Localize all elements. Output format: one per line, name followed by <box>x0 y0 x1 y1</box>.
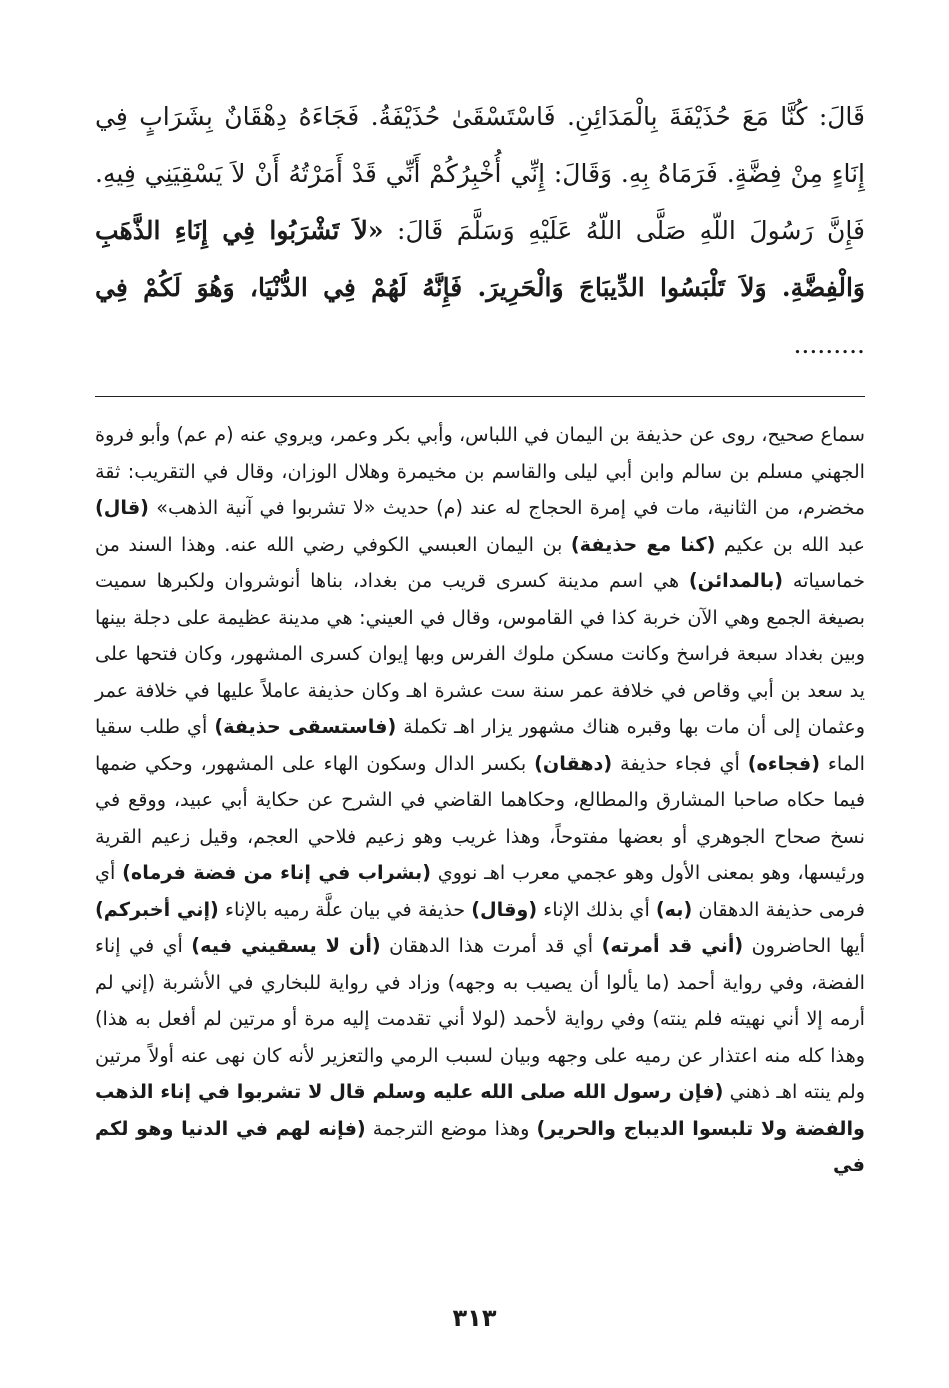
commentary-segment: أيها الحاضرون <box>743 934 865 957</box>
commentary-segment: وهذا موضع الترجمة <box>365 1116 537 1140</box>
hadith-continuation-dots: ......... <box>793 330 865 359</box>
hadith-narration: قَالَ: كُنَّا مَعَ حُذَيْفَةَ بِالْمَدَائِنِ. فَاسْتَسْقَىٰ حُذَيْفَةُ. فَجَاءَهُ دِهْقَانٌ بِشَرَابٍ فِي إِنَاءٍ مِنْ فِضَّةٍ. فَرَمَاهُ بِهِ. وَقَالَ: إِنِّي أُخْبِرُكُمْ أَنِّي قَدْ أَمَرْتُهُ أَنْ لاَ يَسْقِيَنِي فِيهِ. فَإِنَّ رَسُولَ اللّهِ صَلَّى اللّهُ عَلَيْهِ وَسَلَّمَ قَالَ: <box>95 102 865 245</box>
commentary-segment: أي طلب سقيا الماء <box>95 715 865 775</box>
hadith-prophetic-quote: «لاَ تَشْرَبُوا فِي إِنَاءِ الذَّهَبِ وَالْفِضَّةِ. وَلاَ تَلْبَسُوا الدِّيبَاجَ وَالْحَرِيرَ. فَإِنَّهُ لَهُمْ فِي الدُّنْيَا، وَهُوَ لَكُمْ فِي <box>95 216 865 302</box>
commentary-quote: (أني قد أمرته) <box>601 934 744 957</box>
commentary-quote: (فاستسقى حذيفة) <box>214 715 397 738</box>
commentary-quote: (فإنه لهم في الدنيا وهو لكم في <box>95 1116 865 1176</box>
commentary-quote: (أن لا يسقيني فيه) <box>191 934 381 957</box>
commentary-segment: أي قد أمرت هذا الدهقان <box>380 934 602 957</box>
commentary-segment: هي اسم مدينة كسرى قريب من بغداد، بناها أنوشروان ولكبرها سميت بصيغة الجمع وهي الآن خربة كذا في القاموس، وقال في العيني: هي مدينة عظيمة على دجلة بينها وبين بغداد سبعة فراسخ وكانت مسكن ملوك الفرس وبها إيوان كسرى المشهور، وكان فتحها على يد سعد بن أبي وقاص في خلافة عمر سنة ست عشرة اهـ وكان حذيفة عاملاً عليها في خلافة عمر وعثمان إلى أن مات بها وقبره هناك مشهور يزار اهـ تكملة <box>95 569 865 738</box>
commentary-segment: أي في إناء الفضة، وفي رواية أحمد (ما يألوا أن يصيب به وجهه) وزاد في رواية للبخاري في الأشربة (إني لم أرمه إلا أني نهيته فلم ينته) وفي رواية لأحمد (لولا أني تقدمت إليه مرة أو مرتين لم أفعل به هذا) وهذا كله منه اعتذار عن رميه على وجهه وبيان لسبب الرمي والتعزير لأنه كان نهى عنه أولاً مرتين ولم ينته اهـ ذهني <box>95 934 865 1103</box>
hadith-text <box>95 88 865 373</box>
footnote-divider <box>95 396 865 397</box>
commentary-segment: حذيفة في بيان علَّة رميه بالإناء <box>218 897 472 921</box>
commentary-segment: بن اليمان العبسي الكوفي رضي الله عنه. وهذا السند من خماسياته <box>95 532 865 592</box>
commentary-text <box>95 417 865 1184</box>
commentary-quote: (قال) <box>95 496 149 519</box>
commentary-segment: أي فرمى حذيفة الدهقان <box>95 861 865 921</box>
page-body <box>95 88 865 1203</box>
commentary-quote: (بالمدائن) <box>688 569 784 592</box>
commentary-segment: عبد الله بن عكيم <box>715 532 866 556</box>
commentary-quote: (به) <box>655 897 693 921</box>
commentary-quote: (وقال) <box>471 897 538 921</box>
commentary-segment: أي بذلك الإناء <box>537 897 656 921</box>
commentary-quote: (بشراب في إناء من فضة فرماه) <box>122 861 431 884</box>
commentary-segment: أي فجاء حذيفة <box>612 751 748 775</box>
commentary-quote: (فجاءه) <box>747 751 820 775</box>
commentary-quote: (إني أخبركم) <box>95 897 219 921</box>
commentary-quote: (كنا مع حذيفة) <box>570 532 716 556</box>
commentary-quote: (دهقان) <box>534 751 613 775</box>
commentary-quote: (فإن رسول الله صلى الله عليه وسلم قال لا تشربوا في إناء الذهب والفضة ولا تلبسوا الديباج والحرير) <box>95 1080 865 1140</box>
commentary-segment: بكسر الدال وسكون الهاء على المشهور، وحكي ضمها فيما حكاه صاحبا المشارق والمطالع، وحكاهما القاضي في الشرح عن حكاية أبي عبيد، ووقع في نسخ صحاح الجوهري أو بعضها مفتوحاً، وهذا غريب وهو زعيم فلاحي العجم، وقيل زعيم القرية ورئيسها، وهو بمعنى الأول وهو عجمي معرب اهـ نووي <box>95 751 865 884</box>
page-number: ٣١٣ <box>452 1304 497 1332</box>
commentary-segment: سماع صحيح، روى عن حذيفة بن اليمان في اللباس، وأبي بكر وعمر، ويروي عنه (م عم) وأبو فروة الجهني مسلم بن سالم وابن أبي ليلى والقاسم بن مخيمرة وهلال الوزان، وقال في التقريب: ثقة مخضرم، من الثانية، مات في إمرة الحجاج له عند (م) حديث «لا تشربوا في آنية الذهب» <box>95 423 865 519</box>
